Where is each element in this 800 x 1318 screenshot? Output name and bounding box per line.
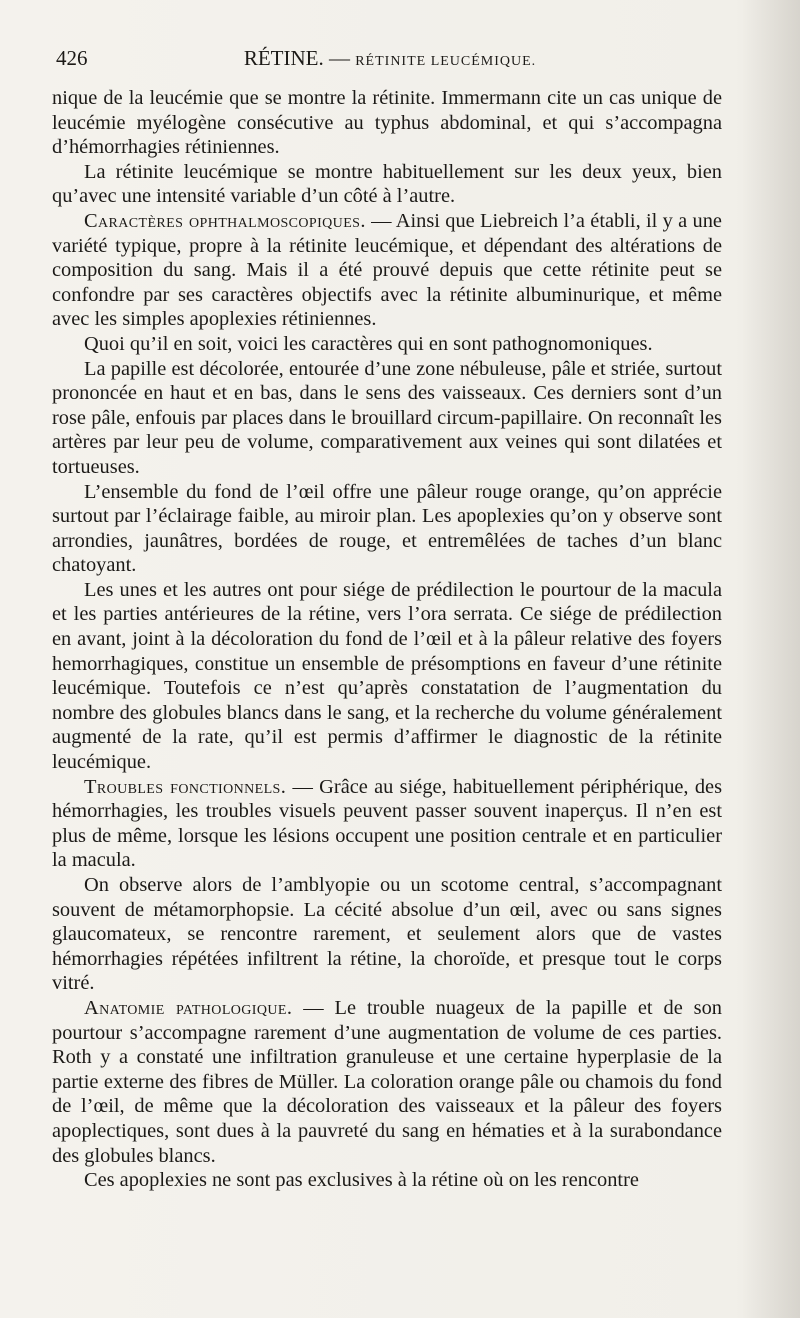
paragraph [52, 996, 722, 1168]
paragraph-text: — Grâce au siége, habituellement périphérique, des hémorrhagies, les troubles visuels peuvent passer souvent inaperçus. Il n’en est plus de même, lorsque les lésions occupent une position centrale et en particulier la macula. [52, 775, 722, 872]
paragraph [52, 578, 722, 775]
paragraph [52, 480, 722, 578]
paragraph-text: — Ainsi que Liebreich l’a établi, il y a une variété typique, propre à la rétinite leucémique, et dépendant des altérations de composition du sang. Mais il a été prouvé depuis que cette rétinite peut se confondre par ses caractères objectifs avec la rétinite albuminurique, et même avec les simples apoplexies rétiniennes. [52, 209, 722, 331]
paragraph-text: Ces apoplexies ne sont pas exclusives à la rétine où on les rencontre [84, 1169, 639, 1192]
running-title [52, 46, 728, 71]
page-header [52, 46, 728, 76]
paragraph-text: L’ensemble du fond de l’œil offre une pâleur rouge orange, qu’on apprécie surtout par l’éclairage faible, au miroir plan. Les apoplexies qu’on y observe sont arrondies, jaunâtres, bordées de rouge, et entremêlées de taches d’un blanc chatoyant. [52, 480, 722, 577]
body-text [52, 86, 722, 1193]
paragraph [52, 357, 722, 480]
page-edge-shadow [742, 0, 800, 1318]
paragraph [52, 1168, 722, 1193]
paragraph-text: nique de la leucémie que se montre la rétinite. Immermann cite un cas unique de leucémie myélogène consécutive au typhus abdominal, et qui s’accompagna d’hémorrhagies rétiniennes. [52, 87, 722, 159]
running-title-dash: — [328, 46, 350, 70]
paragraph-text: — Le trouble nuageux de la papille et de son pourtour s’accompagne rarement d’une augmentation de volume de ces parties. Roth y a constaté une infiltration granuleuse et une certaine hyperplasie de la partie externe des fibres de Müller. La coloration orange pâle ou chamois du fond de l’œil, de même que la décoloration des vaisseaux et la pâleur des foyers apoplectiques, sont dues à la pauvreté du sang en hématies et à la surabondance des globules blancs. [52, 996, 722, 1167]
paragraph [52, 873, 722, 996]
paragraph [52, 775, 722, 873]
section-heading: Anatomie pathologique. [84, 996, 293, 1019]
paragraph-text: Quoi qu’il en soit, voici les caractères qui en sont pathognomoniques. [84, 332, 653, 355]
paragraph-text: On observe alors de l’amblyopie ou un scotome central, s’accompagnant souvent de métamorphopsie. La cécité absolue d’un œil, avec ou sans signes glaucomateux, se rencontre rarement, et seulement alors que de vastes hémorrhagies répétées infiltrent la rétine, la choroïde, et presque tout le corps vitré. [52, 874, 722, 995]
paragraph [52, 332, 722, 357]
section-heading: Troubles fonctionnels. [84, 775, 287, 798]
paragraph [52, 86, 722, 160]
page-number: 426 [56, 46, 88, 70]
paragraph-text: La rétinite leucémique se montre habituellement sur les deux yeux, bien qu’avec une intensité variable d’un côté à l’autre. [52, 160, 722, 208]
section-heading: Caractères ophthalmoscopiques. [84, 209, 366, 232]
paragraph [52, 160, 722, 209]
paragraph [52, 209, 722, 332]
paragraph-text: Les unes et les autres ont pour siége de prédilection le pourtour de la macula et les parties antérieures de la rétine, vers l’ora serrata. Ce siége de prédilection en avant, joint à la décoloration du fond de l’œil et à la pâleur relative des foyers hemorrhagiques, constitue un ensemble de présomptions en faveur d’une rétinite leucémique. Toutefois ce n’est qu’après constatation de l’augmentation du nombre des globules blancs dans le sang, et la recherche du volume généralement augmenté de la rate, qu’il est permis d’affirmer le diagnostic de la rétinite leucémique. [52, 578, 722, 774]
paragraph-text: La papille est décolorée, entourée d’une zone nébuleuse, pâle et striée, surtout prononcée en haut et en bas, dans le sens des vaisseaux. Ces derniers sont d’un rose pâle, enfouis par places dans le brouillard circum-papillaire. On reconnaît les artères par leur peu de volume, comparativement aux veines qui sont dilatées et tortueuses. [52, 357, 722, 478]
running-title-sub: RÉTINITE LEUCÉMIQUE. [355, 54, 537, 69]
running-title-main: RÉTINE. [243, 46, 324, 70]
